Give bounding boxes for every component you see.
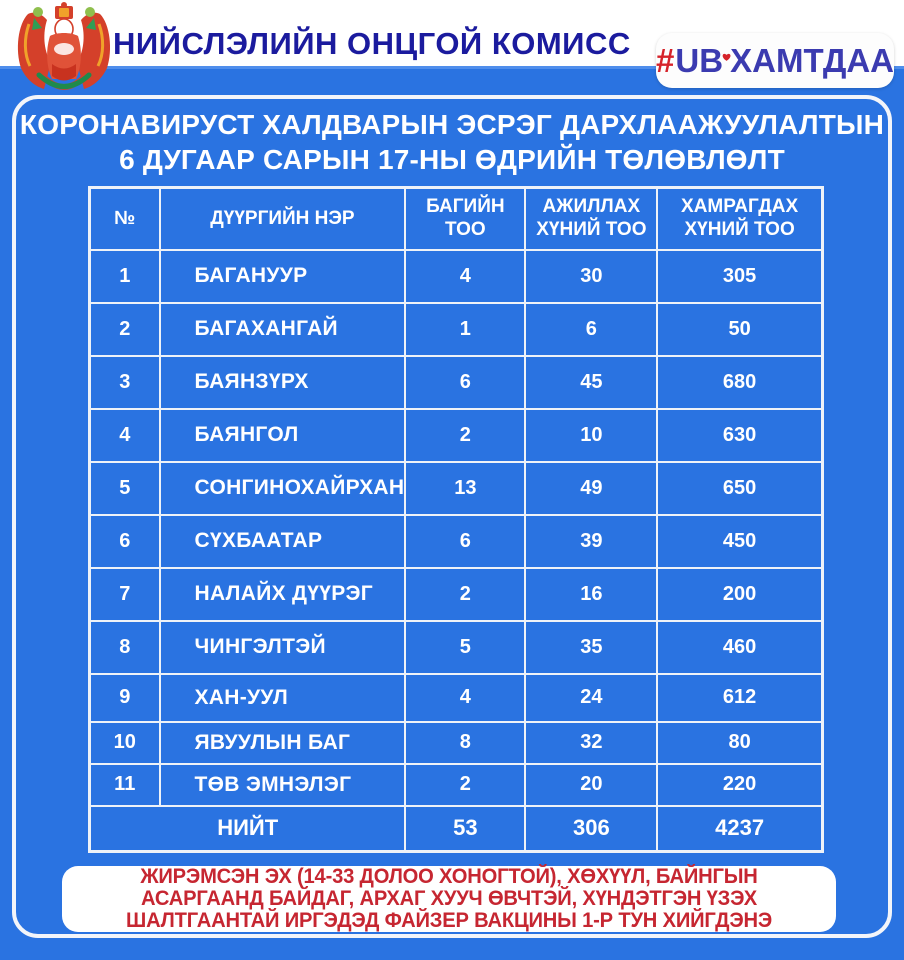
table-row [90, 621, 823, 674]
cell-covered-count: 612 [657, 674, 822, 722]
total-covered: 4237 [657, 806, 822, 852]
cell-no: 2 [90, 303, 160, 356]
cell-covered-count: 50 [657, 303, 822, 356]
cell-worker-count: 24 [525, 674, 657, 722]
panel-title-line2: 6 ДУГААР САРЫН 17-НЫ ӨДРИЙН ТӨЛӨВЛӨЛТ [119, 143, 785, 175]
table-row [90, 303, 823, 356]
cell-worker-count: 39 [525, 515, 657, 568]
header-row [90, 188, 823, 250]
cell-no: 3 [90, 356, 160, 409]
table-row [90, 409, 823, 462]
hashtag-symbol: # [656, 41, 675, 79]
cell-covered-count: 450 [657, 515, 822, 568]
cell-covered-count: 650 [657, 462, 822, 515]
total-row [90, 806, 823, 852]
table-footer [90, 806, 823, 852]
cell-covered-count: 200 [657, 568, 822, 621]
cell-team-count: 6 [405, 356, 525, 409]
footer-note-line3: ШАЛТГААНТАЙ ИРГЭДЭД ФАЙЗЕР ВАКЦИНЫ 1-Р ТУН ХИЙГДЭНЭ [126, 909, 772, 933]
cell-covered-count: 680 [657, 356, 822, 409]
cell-covered-count: 305 [657, 250, 822, 303]
total-workers: 306 [525, 806, 657, 852]
cell-team-count: 4 [405, 674, 525, 722]
cell-district-name: ЧИНГЭЛТЭЙ [160, 621, 406, 674]
cell-no: 8 [90, 621, 160, 674]
cell-district-name: БАЯНЗҮРХ [160, 356, 406, 409]
cell-team-count: 6 [405, 515, 525, 568]
page-title: НИЙСЛЭЛИЙН ОНЦГОЙ КОМИСС [113, 26, 631, 61]
cell-team-count: 2 [405, 764, 525, 806]
footer-note-line1: ЖИРЭМСЭН ЭХ (14-33 ДОЛОО ХОНОГТОЙ), ХӨХҮҮЛ, БАЙНГЫН [140, 864, 758, 888]
panel-title-line1: КОРОНАВИРУСТ ХАЛДВАРЫН ЭСРЭГ ДАРХЛААЖУУЛАЛТЫН [19, 109, 885, 140]
table-row [90, 764, 823, 806]
cell-no: 9 [90, 674, 160, 722]
main-panel [12, 95, 892, 938]
cell-district-name: ХАН-УУЛ [160, 674, 406, 722]
total-label: НИЙТ [90, 806, 406, 852]
total-teams: 53 [405, 806, 525, 852]
cell-team-count: 5 [405, 621, 525, 674]
table-row [90, 515, 823, 568]
cell-covered-count: 630 [657, 409, 822, 462]
header-district-name: ДҮҮРГИЙН НЭР [160, 188, 406, 250]
cell-no: 6 [90, 515, 160, 568]
cell-worker-count: 10 [525, 409, 657, 462]
cell-no: 4 [90, 409, 160, 462]
footer-note-line2: АСАРГААНД БАЙДАГ, АРХАГ ХУУЧ ӨВЧТЭЙ, ХҮНДЭТГЭН ҮЗЭХ [140, 886, 758, 910]
table-body [90, 250, 823, 806]
cell-covered-count: 220 [657, 764, 822, 806]
ub-hamtdaa-badge [656, 33, 894, 88]
cell-team-count: 2 [405, 409, 525, 462]
badge-hamtdaa-label: ХАМТДАА [730, 41, 894, 79]
cell-worker-count: 32 [525, 722, 657, 764]
cell-no: 1 [90, 250, 160, 303]
cell-worker-count: 45 [525, 356, 657, 409]
cell-district-name: СҮХБААТАР [160, 515, 406, 568]
table-row [90, 722, 823, 764]
cell-worker-count: 49 [525, 462, 657, 515]
cell-district-name: ТӨВ ЭМНЭЛЭГ [160, 764, 406, 806]
table-row [90, 568, 823, 621]
cell-covered-count: 80 [657, 722, 822, 764]
cell-worker-count: 20 [525, 764, 657, 806]
cell-district-name: СОНГИНОХАЙРХАН [160, 462, 406, 515]
cell-worker-count: 35 [525, 621, 657, 674]
cell-district-name: БАГАНУУР [160, 250, 406, 303]
cell-district-name: НАЛАЙХ ДҮҮРЭГ [160, 568, 406, 621]
table-row [90, 674, 823, 722]
panel-title [16, 108, 888, 177]
cell-team-count: 13 [405, 462, 525, 515]
cell-district-name: ЯВУУЛЫН БАГ [160, 722, 406, 764]
cell-no: 11 [90, 764, 160, 806]
header-worker-count: АЖИЛЛАХ ХҮНИЙ ТОО [525, 188, 657, 250]
header-covered-count: ХАМРАГДАХ ХҮНИЙ ТОО [657, 188, 822, 250]
vaccination-plan-table [88, 186, 824, 853]
cell-team-count: 4 [405, 250, 525, 303]
header-no: № [90, 188, 160, 250]
badge-ub-label: UB [675, 41, 724, 79]
cell-covered-count: 460 [657, 621, 822, 674]
cell-team-count: 1 [405, 303, 525, 356]
cell-no: 7 [90, 568, 160, 621]
header-team-count: БАГИЙН ТОО [405, 188, 525, 250]
footer-note [62, 866, 836, 932]
cell-district-name: БАЯНГОЛ [160, 409, 406, 462]
table-row [90, 462, 823, 515]
table-row [90, 356, 823, 409]
cell-team-count: 2 [405, 568, 525, 621]
cell-worker-count: 16 [525, 568, 657, 621]
city-emblem-icon [14, 2, 114, 98]
cell-district-name: БАГАХАНГАЙ [160, 303, 406, 356]
table-header [90, 188, 823, 250]
cell-worker-count: 6 [525, 303, 657, 356]
table-row [90, 250, 823, 303]
cell-worker-count: 30 [525, 250, 657, 303]
cell-team-count: 8 [405, 722, 525, 764]
cell-no: 10 [90, 722, 160, 764]
cell-no: 5 [90, 462, 160, 515]
